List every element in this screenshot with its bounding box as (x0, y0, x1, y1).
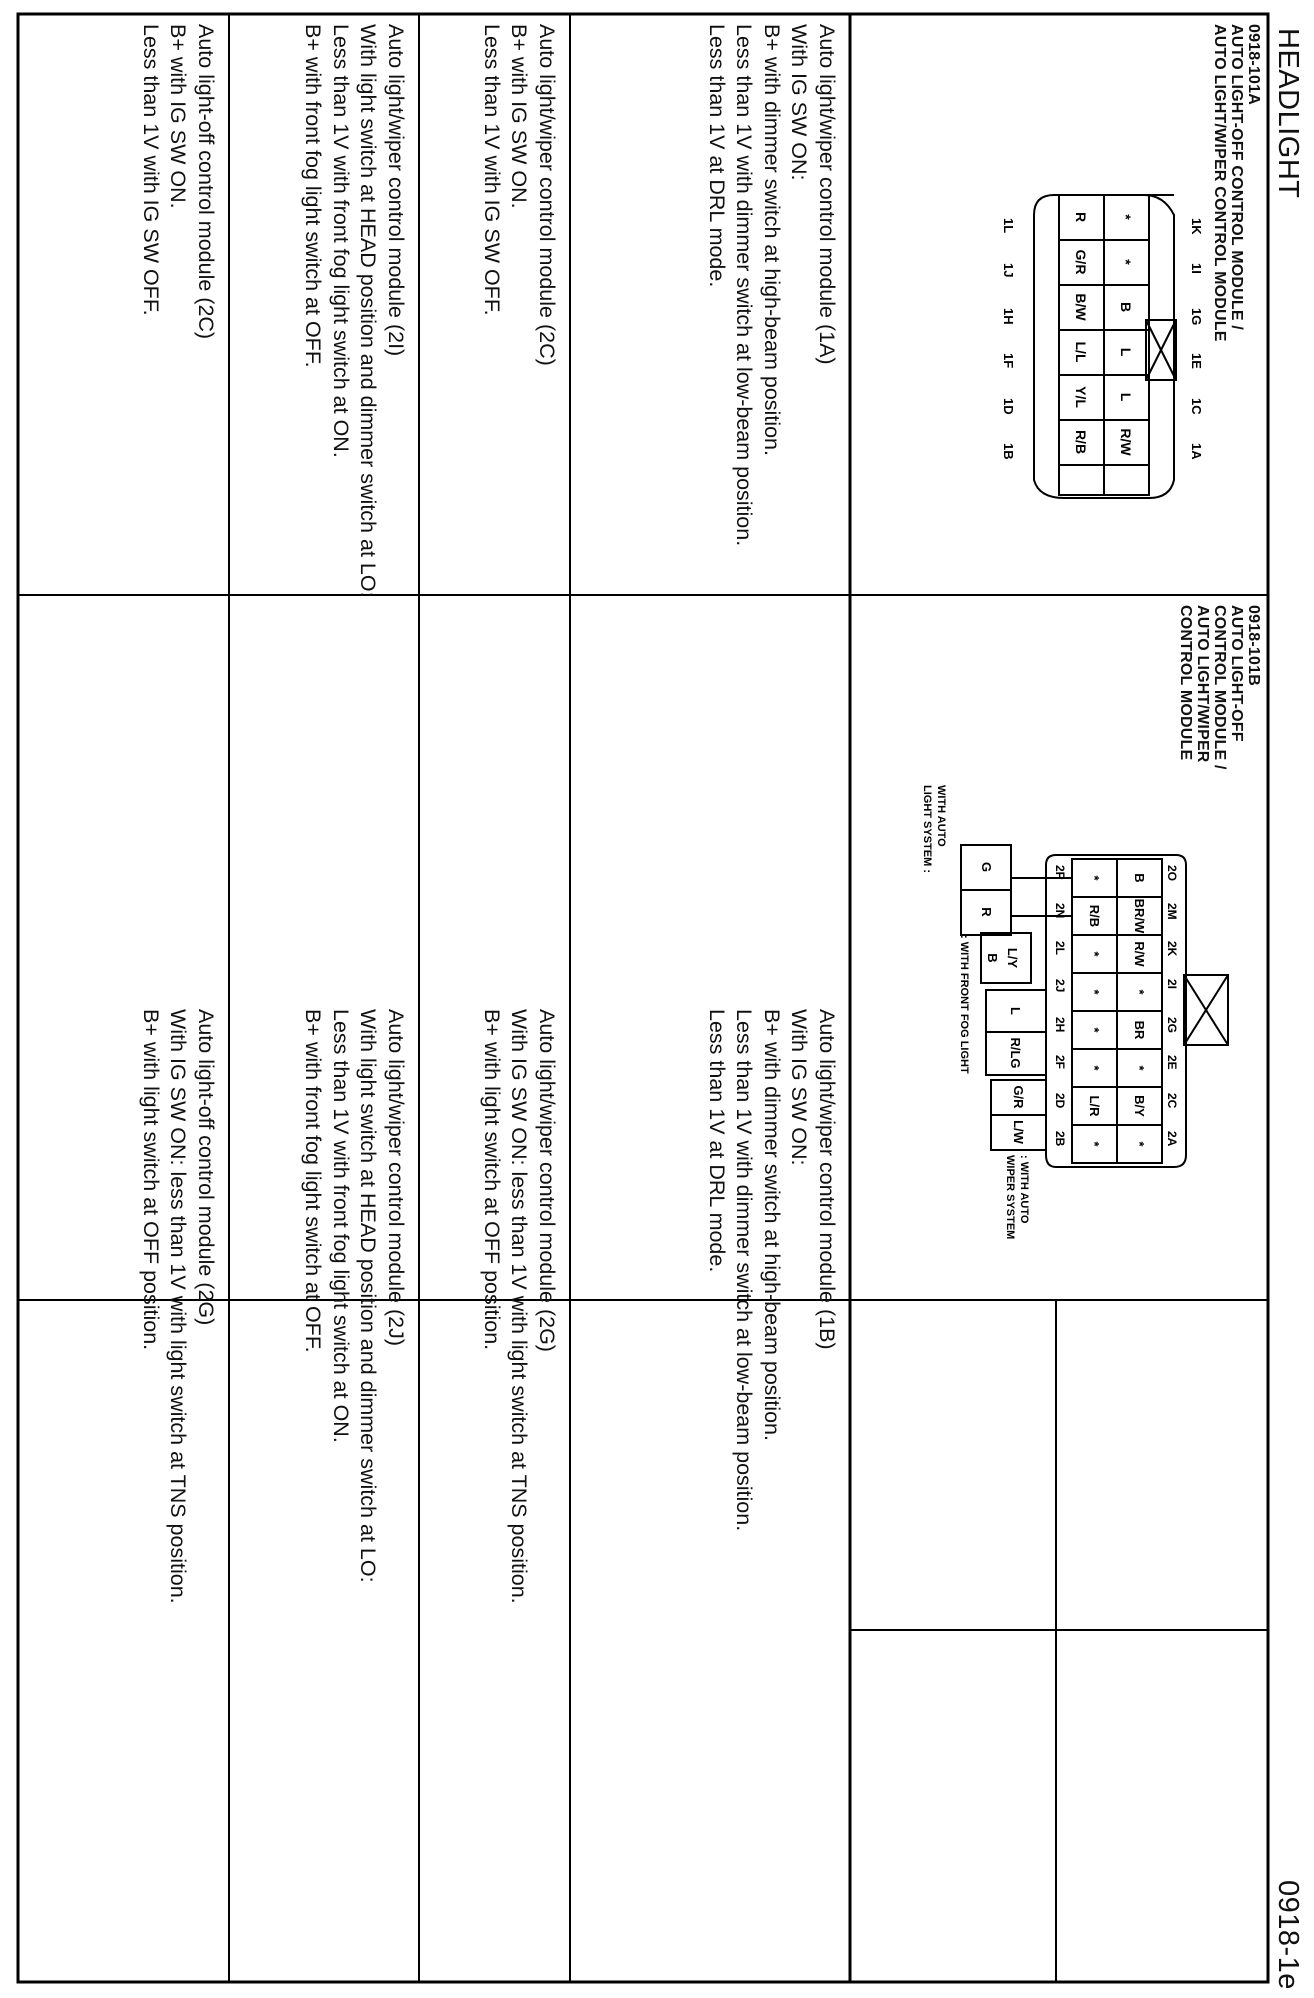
description-line: B+ with IG SW ON. (507, 24, 532, 209)
pin-label: 2I (1165, 979, 1179, 990)
pin-cell: B/Y (1132, 1095, 1147, 1117)
pin-label: 1B (1001, 443, 1016, 460)
pin-cell: * (1118, 259, 1134, 265)
description-line: B+ with light switch at OFF position. (139, 1009, 163, 1351)
description-line: With IG SW ON: less than 1V with light switch at TNS position. (166, 1009, 191, 1604)
variant-label-auto-wiper: WIPER SYSTEM (1004, 1155, 1016, 1240)
pin-label: 2L (1053, 941, 1067, 956)
pin-cell: L (1118, 392, 1134, 402)
description-line: Less than 1V at DRL mode. (705, 1009, 729, 1273)
description-line: Auto light-off control module (2C) (194, 24, 218, 340)
pin-label: 2K (1165, 941, 1179, 957)
description-line: Less than 1V with dimmer switch at low-beam position. (732, 1009, 757, 1532)
description-line: Auto light/wiper control module (2C) (535, 24, 559, 366)
connector-2-name-line: CONTROL MODULE / (1211, 605, 1228, 770)
pin-label: 2E (1165, 1055, 1179, 1070)
description-line: Auto light-off control module (2G) (194, 1009, 218, 1326)
description-line: Less than 1V at DRL mode. (705, 24, 729, 288)
description-line: B+ with dimmer switch at high-beam position. (760, 1009, 784, 1441)
connector-1-diagram (984, 180, 1204, 560)
description-line: B+ with light switch at OFF position. (480, 1009, 504, 1351)
connector-1-pin-labels-top (1189, 218, 1204, 460)
pin-cell: * (1087, 875, 1102, 881)
connector-1-name-line: AUTO LIGHT/WIPER CONTROL MODULE (1211, 24, 1228, 342)
pin-cell: R/LG (1008, 1037, 1023, 1069)
connector-1-label (1211, 24, 1262, 342)
description-cell (703, 1009, 841, 1531)
pin-label: 2B (1053, 1131, 1067, 1147)
description-line: With IG SW ON: (787, 1009, 812, 1166)
description-line: Less than 1V with front fog light switch at ON. (329, 24, 353, 458)
description-cell (299, 1009, 409, 1583)
connector-2-name-line: AUTO LIGHT/WIPER (1194, 605, 1211, 763)
description-line: B+ with dimmer switch at high-beam position. (760, 24, 784, 456)
pin-cell: * (1087, 989, 1102, 995)
pin-label: 1G (1189, 308, 1204, 326)
description-line: Auto light/wiper control module (1B) (815, 1009, 839, 1350)
pin-label: 2G (1165, 1017, 1179, 1034)
pin-cell: B (1132, 873, 1147, 883)
pin-label: 2F (1053, 1055, 1067, 1070)
description-line: Less than 1V with IG SW OFF. (139, 24, 163, 316)
connector-2-name-line: AUTO LIGHT-OFF (1228, 605, 1245, 742)
connector-2-label (1177, 605, 1262, 770)
pin-cell: L (1118, 347, 1134, 357)
pin-label: 1H (1001, 308, 1016, 325)
pin-cell: R/W (1118, 428, 1134, 456)
description-cell (299, 24, 409, 598)
pin-cell: L (1008, 1007, 1023, 1015)
connector-2-pin-labels-bottom (1053, 865, 1067, 1147)
description-line: With light switch at HEAD position and dimmer switch at LO: (356, 1009, 381, 1583)
description-line: Less than 1V with dimmer switch at low-beam position. (732, 24, 757, 547)
pin-label: 1F (1001, 353, 1016, 369)
description-line: B+ with IG SW ON. (166, 24, 191, 209)
description-line: Less than 1V with front fog light switch at ON. (329, 1009, 353, 1443)
pin-label: 2N (1053, 903, 1067, 919)
pin-cell: BR/W (1132, 898, 1147, 934)
connector-1-name-line: AUTO LIGHT-OFF CONTROL MODULE / (1228, 24, 1245, 331)
pin-label: 2J (1053, 979, 1067, 993)
pin-cell: L/L (1073, 341, 1089, 363)
pin-label: 1C (1189, 398, 1204, 415)
pin-label: 2H (1053, 1017, 1067, 1033)
pin-cell: L/Y (1005, 947, 1020, 969)
pin-label: 2P (1053, 865, 1067, 880)
description-cell (478, 1009, 561, 1604)
description-cell (478, 24, 561, 366)
page-number: 0918-1e (1272, 1880, 1304, 1990)
pin-label: 1J (1001, 263, 1016, 278)
pin-cell: * (1087, 1141, 1102, 1147)
description-line: Auto light/wiper control module (2J) (384, 1009, 408, 1346)
pin-cell: R/B (1087, 904, 1102, 928)
description-line: With IG SW ON: (787, 24, 812, 181)
description-cell (137, 24, 220, 339)
pin-cell: L/W (1011, 1120, 1026, 1144)
pin-cell: * (1087, 1027, 1102, 1033)
variant-label-auto-light: LIGHT SYSTEM : (921, 785, 933, 873)
description-line: B+ with front fog light switch at OFF. (301, 1009, 326, 1353)
pin-cell: * (1132, 989, 1147, 995)
pin-label: 2M (1165, 903, 1179, 920)
description-cell (137, 1009, 220, 1604)
connector-2-pin-labels-top (1165, 865, 1179, 1147)
description-line: With IG SW ON: less than 1V with light switch at TNS position. (507, 1009, 532, 1604)
pin-label: 1D (1001, 398, 1016, 415)
page-title: HEADLIGHT (1272, 28, 1304, 199)
pin-label: 1E (1189, 353, 1204, 369)
pin-cell: L/R (1087, 1095, 1102, 1117)
pin-cell: * (1118, 214, 1134, 220)
pin-label: 1L (1001, 218, 1016, 234)
pin-cell: * (1132, 1141, 1147, 1147)
pin-label: 2C (1165, 1093, 1179, 1109)
description-cell (703, 24, 841, 546)
pin-label: 2O (1165, 865, 1179, 882)
pin-cell: G/R (1011, 1085, 1026, 1109)
pin-cell: B (985, 953, 1000, 963)
description-line: Less than 1V with IG SW OFF. (480, 24, 504, 316)
pin-cell: R (979, 907, 994, 917)
connector-2-diagram (856, 775, 1246, 1275)
pin-label: 2D (1053, 1093, 1067, 1109)
pin-cell: * (1132, 1065, 1147, 1071)
pin-label: 1K (1189, 218, 1204, 235)
pin-cell: B/W (1073, 293, 1089, 321)
pin-cell: R/W (1132, 941, 1147, 967)
pin-cell: * (1087, 1065, 1102, 1071)
pin-cell: R/B (1073, 429, 1089, 455)
pin-cell: * (1087, 951, 1102, 957)
description-line: Auto light/wiper control module (2I) (384, 24, 408, 357)
pin-cell: B (1118, 301, 1134, 313)
connector-1-pin-labels-bottom (1001, 218, 1016, 460)
variant-label-auto-wiper: : WITH AUTO (1018, 1155, 1030, 1224)
pin-cell: R (1073, 211, 1089, 223)
pin-cell: Y/L (1073, 386, 1089, 408)
pin-label: 1I (1189, 263, 1204, 274)
description-line: Auto light/wiper control module (2G) (535, 1009, 559, 1352)
variant-label-front-fog: : WITH FRONT FOG LIGHT (958, 935, 970, 1074)
connector-2-name-line: CONTROL MODULE (1177, 605, 1194, 761)
pin-cell: BR (1132, 1020, 1147, 1040)
connector-2-code: 0918-101B (1245, 605, 1262, 686)
pin-label: 1A (1189, 443, 1204, 460)
connector-1-code: 0918-101A (1245, 24, 1262, 105)
description-line: Auto light/wiper control module (1A) (815, 24, 839, 365)
description-line: With light switch at HEAD position and dimmer switch at LO: (356, 24, 381, 598)
pin-cell: G/R (1073, 249, 1089, 275)
pin-cell: G (979, 861, 994, 873)
variant-label-auto-light: WITH AUTO (935, 785, 947, 847)
description-line: B+ with front fog light switch at OFF. (301, 24, 326, 368)
pin-label: 2A (1165, 1131, 1179, 1147)
